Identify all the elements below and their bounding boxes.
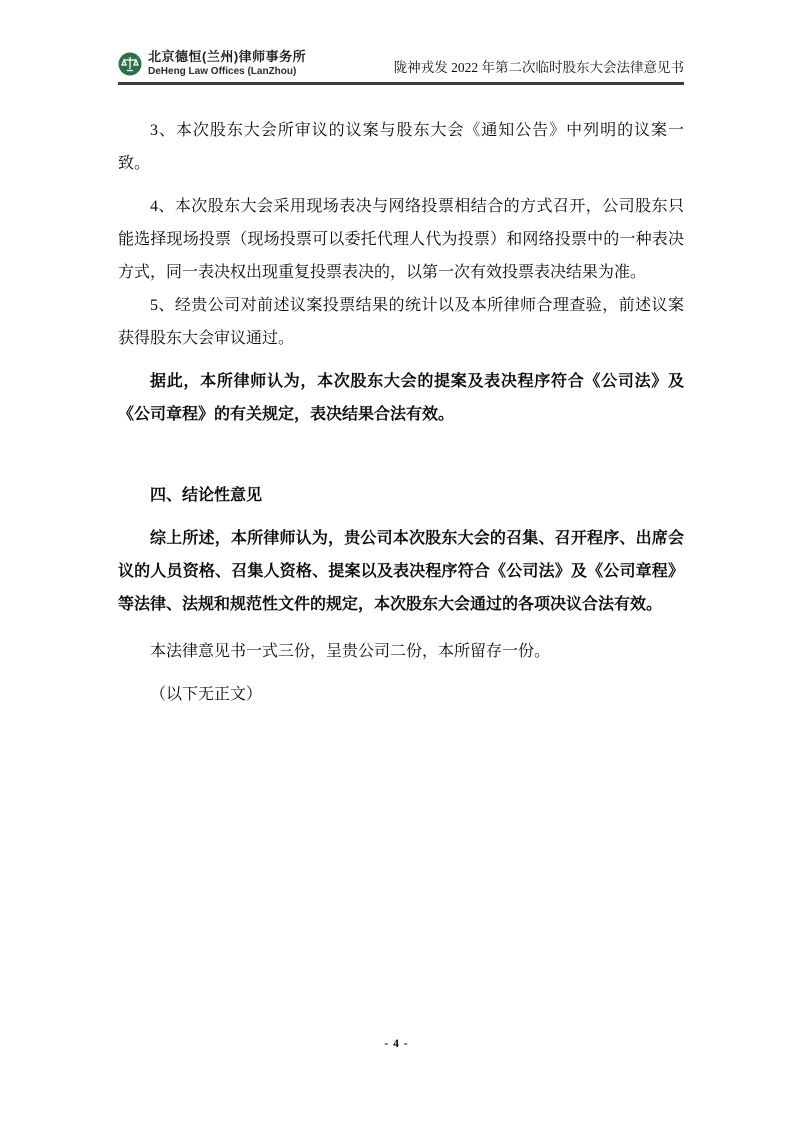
page-header — [118, 50, 684, 85]
document-header-title: 陇神戎发 2022 年第二次临时股东大会法律意见书 — [393, 60, 684, 76]
paragraph-item-4: 4、本次股东大会采用现场表决与网络投票相结合的方式召开，公司股东只能选择现场投票（现场投票可以委托代理人代为投票）和网络投票中的一种表决方式，同一表决权出现重复投票表决的，以第一次有效投票表决结果为准。 — [118, 198, 684, 281]
law-firm-logo-icon — [118, 52, 142, 76]
firm-names — [148, 50, 306, 77]
paragraph-copies-note: 本法律意见书一式三份，呈贵公司二份，本所留存一份。 — [150, 643, 551, 660]
firm-name-english: DeHeng Law Offices (LanZhou) — [148, 65, 297, 77]
paragraph-lawyer-opinion: 据此，本所律师认为，本次股东大会的提案及表决程序符合《公司法》及《公司章程》的有关规定，表决结果合法有效。 — [118, 373, 684, 423]
paragraph-conclusion-summary: 综上所述，本所律师认为，贵公司本次股东大会的召集、召开程序、出席会议的人员资格、召集人资格、提案以及表决程序符合《公司法》及《公司章程》等法律、法规和规范性文件的规定，本次股东大会通过的各项决议合法有效。 — [118, 530, 684, 613]
document-body — [118, 108, 684, 711]
firm-identity — [118, 50, 306, 77]
paragraph-item-5: 5、经贵公司对前述议案投票结果的统计以及本所律师合理查验，前述议案获得股东大会审议通过。 — [118, 297, 684, 347]
page-number: - 4 - — [384, 1038, 409, 1050]
firm-name-chinese: 北京德恒(兰州)律师事务所 — [148, 49, 307, 64]
paragraph-item-3: 3、本次股东大会所审议的议案与股东大会《通知公告》中列明的议案一致。 — [118, 122, 684, 172]
paragraph-no-more-text: （以下无正文） — [150, 686, 263, 703]
section-heading-conclusion: 四、结论性意见 — [150, 487, 263, 504]
